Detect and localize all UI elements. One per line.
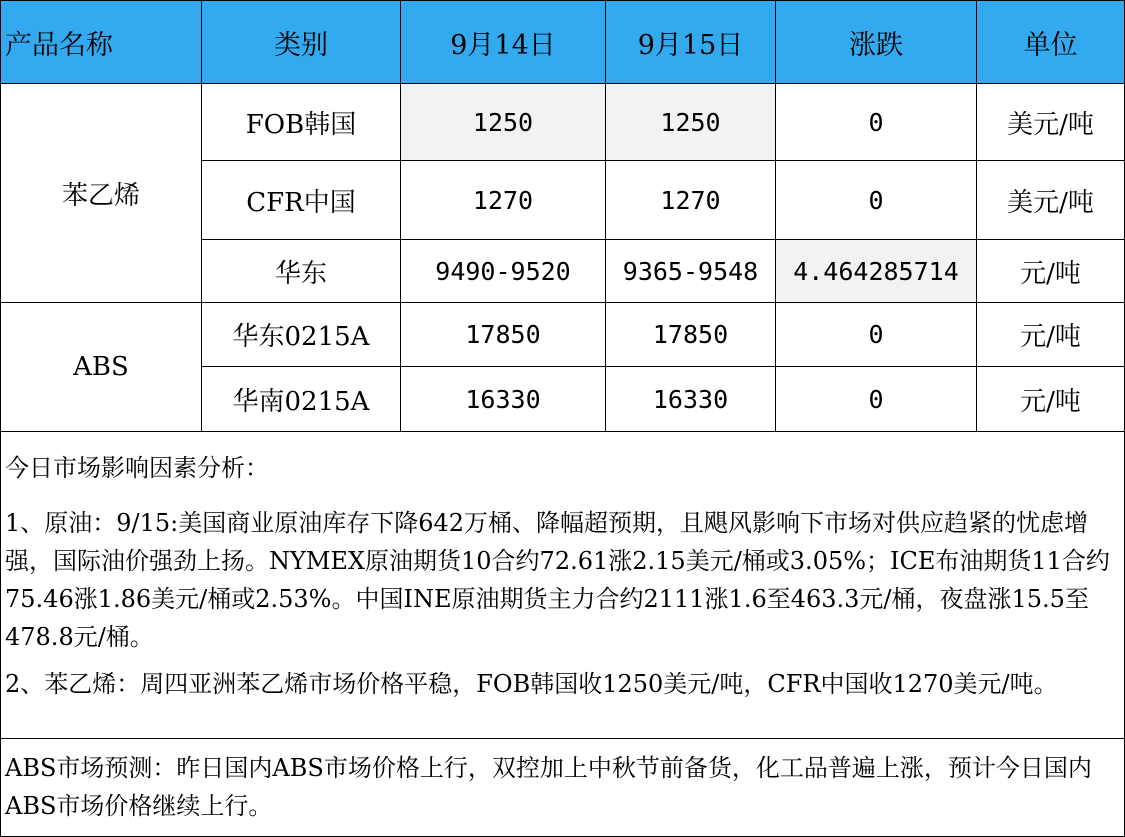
unit-cell: 美元/吨 bbox=[977, 161, 1125, 240]
price-cell-date-2: 16330 bbox=[606, 367, 776, 432]
change-cell: 0 bbox=[776, 84, 977, 161]
analysis-paragraph-crude-oil: 1、原油：9/15:美国商业原油库存下降642万桶、降幅超预期，且飓风影响下市场对供应趋紧的忧虑增强，国际油价强劲上扬。NYMEX原油期货10合约72.61涨2.15美元/桶或3.05%；ICE布油期货11合约75.46涨1.86美元/桶或2.53%。中国INE原油期货主力合约2111涨1.6至463.3元/桶，夜盘涨15.5至478.8元/桶。 bbox=[5, 509, 1110, 651]
header-row bbox=[1, 1, 1125, 84]
analysis-title: 今日市场影响因素分析： bbox=[5, 454, 269, 482]
header-date-1: 9月14日 bbox=[401, 1, 606, 84]
change-cell: 0 bbox=[776, 161, 977, 240]
price-cell-date-2: 17850 bbox=[606, 303, 776, 367]
unit-cell: 元/吨 bbox=[977, 303, 1125, 367]
header-product-name: 产品名称 bbox=[1, 1, 202, 84]
analysis-paragraph-styrene: 2、苯乙烯：周四亚洲苯乙烯市场价格平稳，FOB韩国收1250美元/吨，CFR中国收1270美元/吨。 bbox=[5, 670, 1058, 698]
header-category: 类别 bbox=[202, 1, 401, 84]
category-cell: FOB韩国 bbox=[202, 84, 401, 161]
table-row bbox=[1, 84, 1125, 161]
header-unit: 单位 bbox=[977, 1, 1125, 84]
table-row bbox=[1, 303, 1125, 367]
price-cell-date-1: 16330 bbox=[401, 367, 606, 432]
price-cell-date-1: 1250 bbox=[401, 84, 606, 161]
category-cell: 华东0215A bbox=[202, 303, 401, 367]
category-cell: 华东 bbox=[202, 240, 401, 303]
analysis-section bbox=[0, 431, 1125, 739]
category-cell: 华南0215A bbox=[202, 367, 401, 432]
price-cell-date-1: 17850 bbox=[401, 303, 606, 367]
product-cell-styrene: 苯乙烯 bbox=[1, 84, 202, 303]
unit-cell: 元/吨 bbox=[977, 367, 1125, 432]
product-cell-abs: ABS bbox=[1, 303, 202, 432]
change-cell: 4.464285714 bbox=[776, 240, 977, 303]
change-cell: 0 bbox=[776, 367, 977, 432]
forecast-text: ABS市场预测：昨日国内ABS市场价格上行，双控加上中秋节前备货，化工品普遍上涨，预计今日国内ABS市场价格继续上行。 bbox=[5, 754, 1092, 820]
forecast-section bbox=[0, 739, 1125, 837]
unit-cell: 美元/吨 bbox=[977, 84, 1125, 161]
price-cell-date-1: 9490-9520 bbox=[401, 240, 606, 303]
change-cell: 0 bbox=[776, 303, 977, 367]
price-cell-date-2: 1270 bbox=[606, 161, 776, 240]
price-cell-date-2: 1250 bbox=[606, 84, 776, 161]
price-cell-date-2: 9365-9548 bbox=[606, 240, 776, 303]
header-date-2: 9月15日 bbox=[606, 1, 776, 84]
unit-cell: 元/吨 bbox=[977, 240, 1125, 303]
header-change: 涨跌 bbox=[776, 1, 977, 84]
category-cell: CFR中国 bbox=[202, 161, 401, 240]
price-cell-date-1: 1270 bbox=[401, 161, 606, 240]
